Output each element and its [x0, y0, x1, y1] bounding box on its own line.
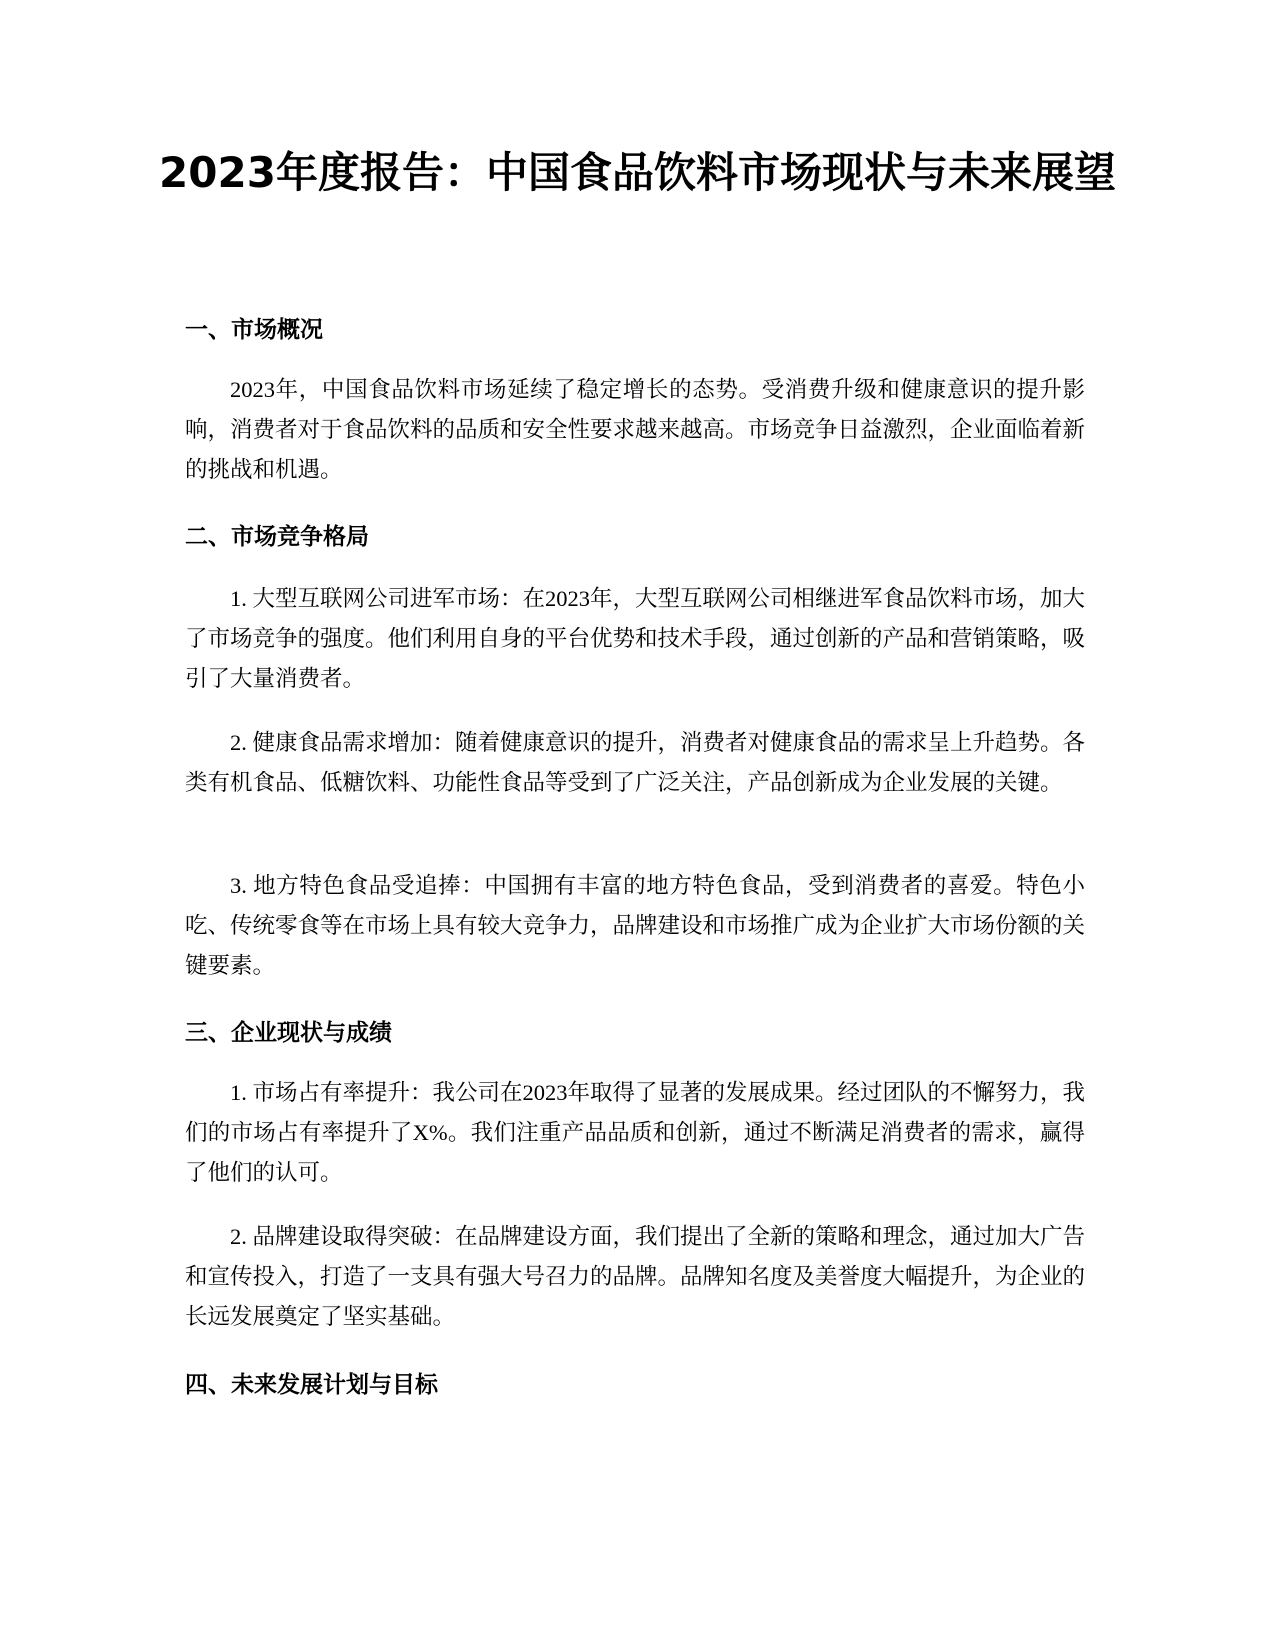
paragraph-company-status-1: 1. 市场占有率提升：我公司在2023年取得了显著的发展成果。经过团队的不懈努力，我们的市场占有率提升了X%。我们注重产品品质和创新，通过不断满足消费者的需求，赢得了他们的认可。: [185, 1080, 1086, 1185]
paragraph-competition-3: 3. 地方特色食品受追捧：中国拥有丰富的地方特色食品，受到消费者的喜爱。特色小吃、传统零食等在市场上具有较大竞争力，品牌建设和市场推广成为企业扩大市场份额的关键要素。: [185, 873, 1086, 978]
section-heading-market-overview: 一、市场概况: [185, 317, 323, 343]
section-heading-competition: 二、市场竞争格局: [185, 524, 369, 550]
paragraph-competition-1: 1. 大型互联网公司进军市场：在2023年，大型互联网公司相继进军食品饮料市场，加大了市场竞争的强度。他们利用自身的平台优势和技术手段，通过创新的产品和营销策略，吸引了大量消费者。: [185, 586, 1086, 691]
section-heading-company-status: 三、企业现状与成绩: [185, 1020, 392, 1046]
document-title: 2023年度报告：中国食品饮料市场现状与未来展望: [159, 148, 1116, 197]
section-heading-future-plans: 四、未来发展计划与目标: [185, 1372, 438, 1398]
paragraph-competition-2: 2. 健康食品需求增加：随着健康意识的提升，消费者对健康食品的需求呈上升趋势。各类有机食品、低糖饮料、功能性食品等受到了广泛关注，产品创新成为企业发展的关键。: [185, 730, 1086, 795]
paragraph-company-status-2: 2. 品牌建设取得突破：在品牌建设方面，我们提出了全新的策略和理念，通过加大广告和宣传投入，打造了一支具有强大号召力的品牌。品牌知名度及美誉度大幅提升，为企业的长远发展奠定了坚实基础。: [185, 1224, 1086, 1329]
paragraph-market-overview: 2023年，中国食品饮料市场延续了稳定增长的态势。受消费升级和健康意识的提升影响，消费者对于食品饮料的品质和安全性要求越来越高。市场竞争日益激烈，企业面临着新的挑战和机遇。: [185, 377, 1086, 482]
